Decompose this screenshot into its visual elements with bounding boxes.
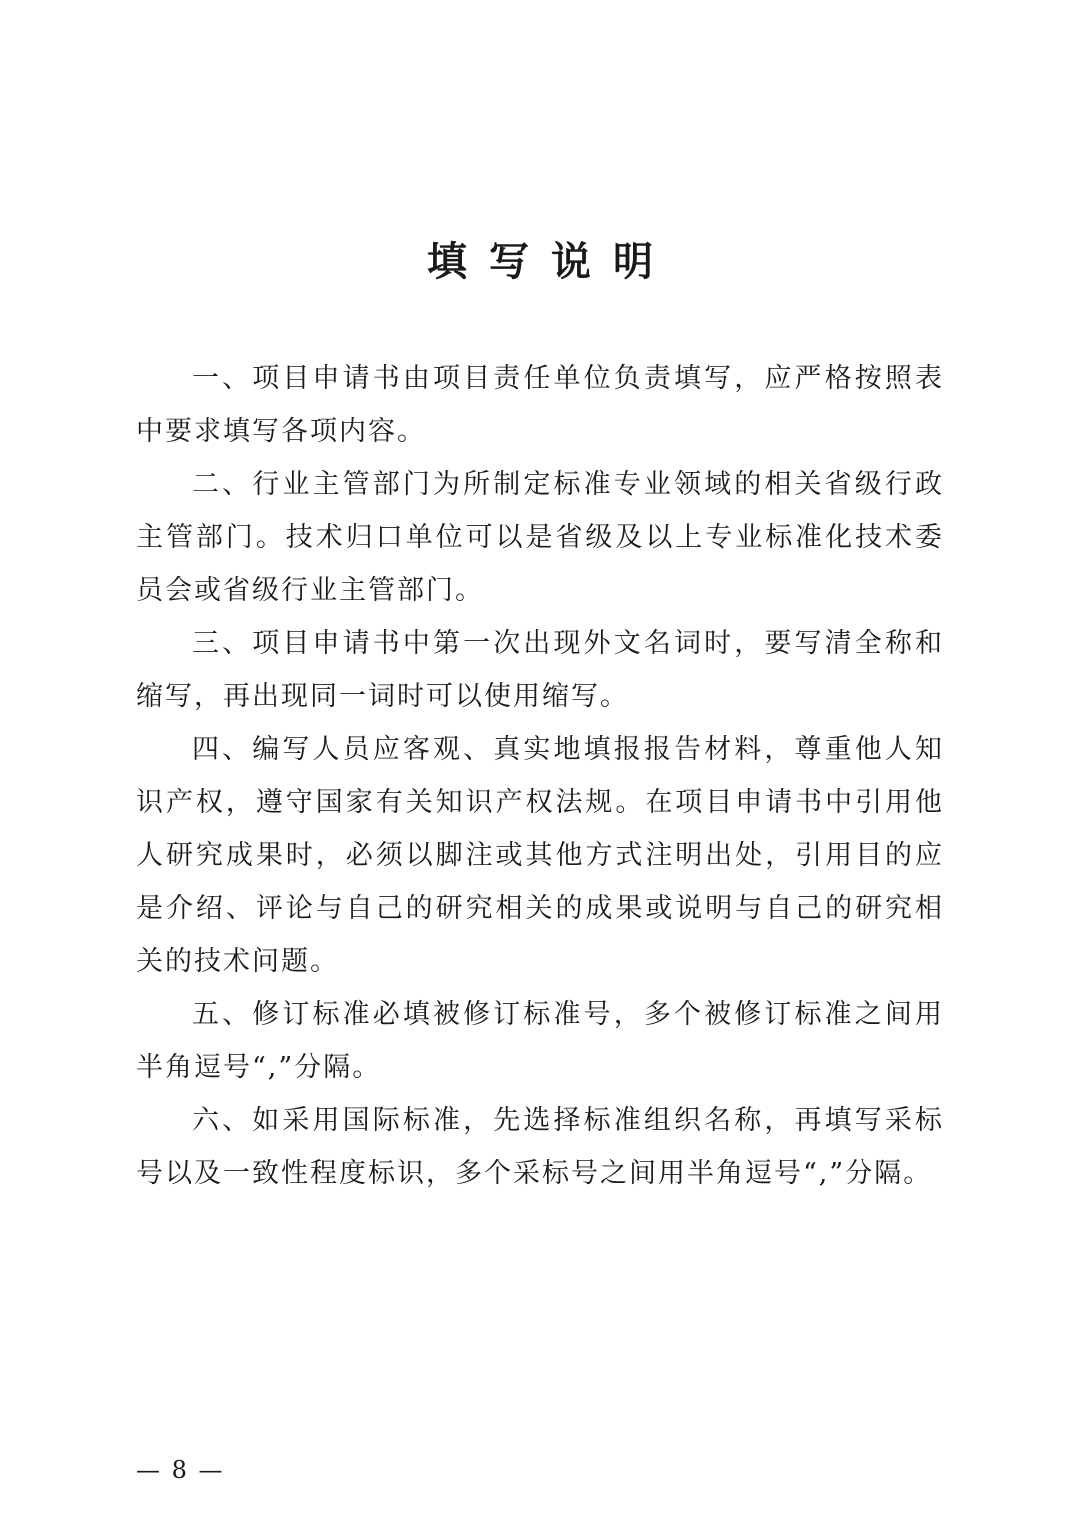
page-title: 填写说明 bbox=[427, 238, 675, 285]
instruction-item-4: 四、编写人员应客观、真实地填报报告材料，尊重他人知识产权，遵守国家有关知识产权法规。在项目申请书中引用他人研究成果时，必须以脚注或其他方式注明出处，引用目的应是介绍、评论与自己的研究相关的成果或说明与自己的研究相关的技术问题。 bbox=[136, 734, 944, 977]
instruction-item-2: 二、行业主管部门为所制定标准专业领域的相关省级行政主管部门。技术归口单位可以是省级及以上专业标准化技术委员会或省级行业主管部门。 bbox=[136, 469, 944, 606]
page-number: — 8 — bbox=[136, 1456, 225, 1484]
instruction-item-3: 三、项目申请书中第一次出现外文名词时，要写清全称和缩写，再出现同一词时可以使用缩写。 bbox=[136, 628, 944, 712]
instructions-body bbox=[136, 352, 944, 1200]
instruction-item-1: 一、项目申请书由项目责任单位负责填写，应严格按照表中要求填写各项内容。 bbox=[136, 363, 944, 447]
instruction-item-5: 五、修订标准必填被修订标准号，多个被修订标准之间用半角逗号“,”分隔。 bbox=[136, 999, 944, 1083]
instruction-item-6: 六、如采用国际标准，先选择标准组织名称，再填写采标号以及一致性程度标识，多个采标号之间用半角逗号“,”分隔。 bbox=[136, 1105, 944, 1189]
